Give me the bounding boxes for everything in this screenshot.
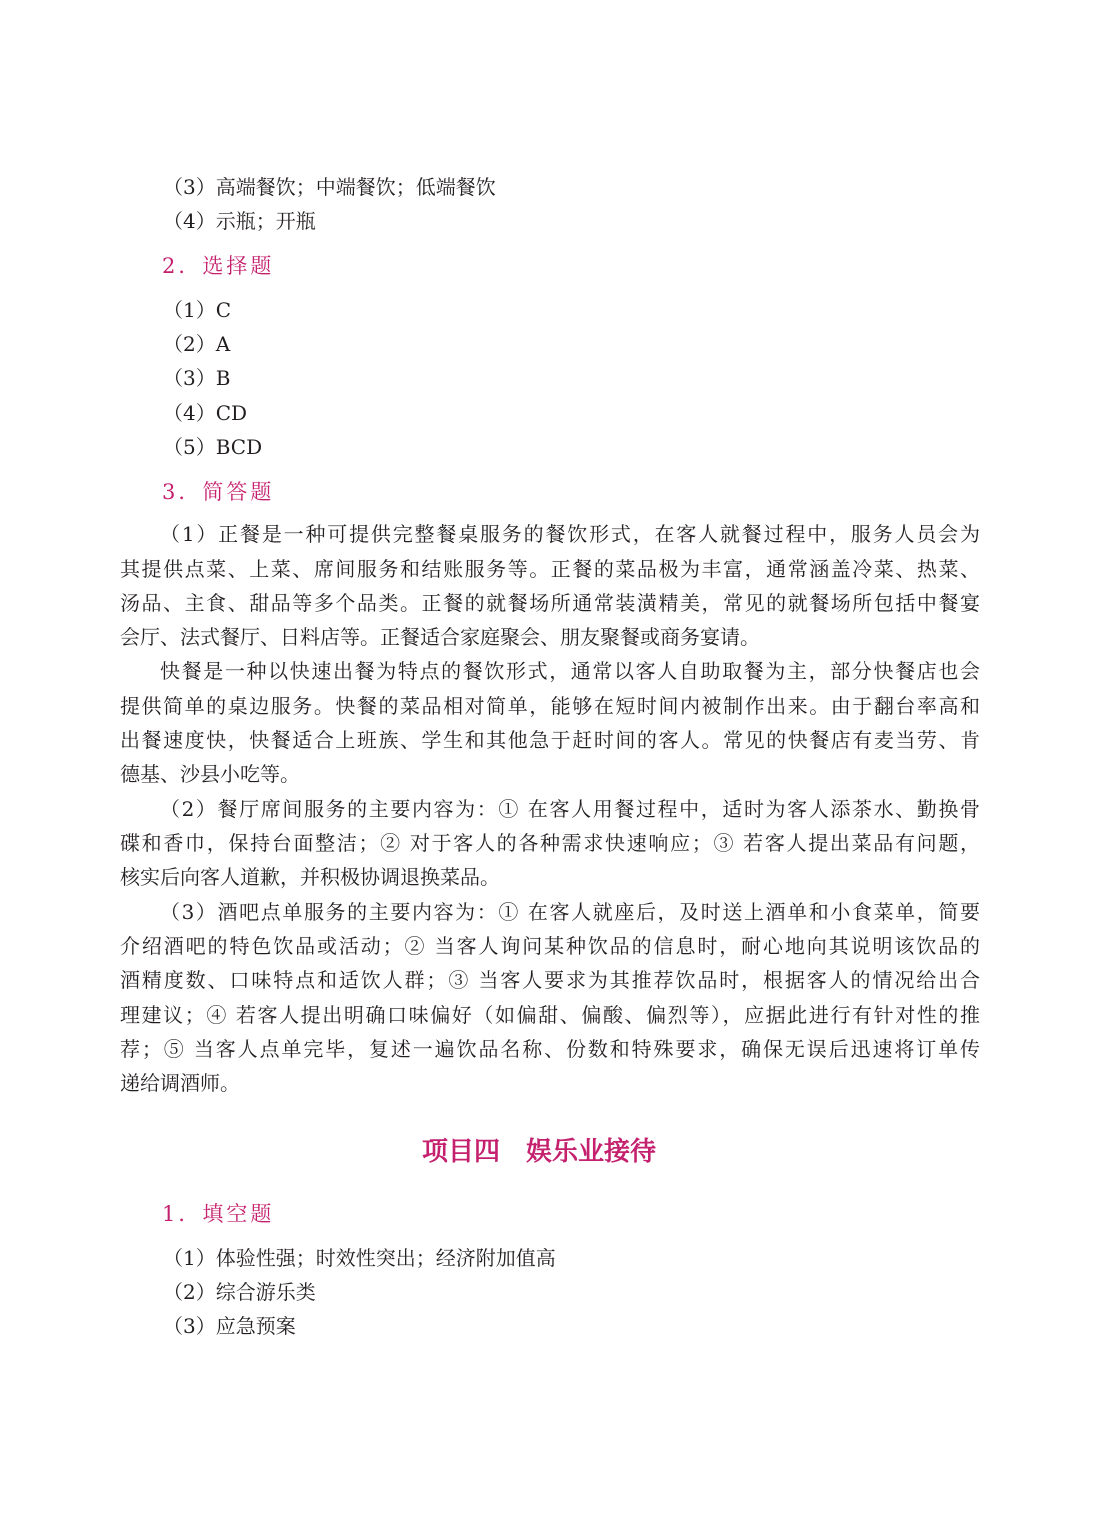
paragraph-line: 核实后向客人道歉，并积极协调退换菜品。 xyxy=(120,865,500,889)
answer-item: （2）A xyxy=(163,332,231,356)
answer-item: （3）应急预案 xyxy=(163,1314,296,1338)
answer-item: （4）CD xyxy=(163,401,248,425)
section-title-text: 娱乐业接待 xyxy=(526,1137,657,1167)
paragraph-line: 理建议；④ 若客人提出明确口味偏好（如偏甜、偏酸、偏烈等），应据此进行有针对性的推 xyxy=(120,1003,980,1027)
paragraph-line: （3）酒吧点单服务的主要内容为：① 在客人就座后，及时送上酒单和小食菜单，简要 xyxy=(160,900,980,924)
paragraph-line: 递给调酒师。 xyxy=(120,1071,240,1095)
paragraph-line: 碟和香巾，保持台面整洁；② 对于客人的各种需求快速响应；③ 若客人提出菜品有问题， xyxy=(120,831,980,855)
section-title xyxy=(0,1135,1078,1169)
paragraph-line: 提供简单的桌边服务。快餐的菜品相对简单，能够在短时间内被制作出来。由于翻台率高和 xyxy=(120,694,980,718)
paragraph-line: 会厅、法式餐厅、日料店等。正餐适合家庭聚会、朋友聚餐或商务宴请。 xyxy=(120,625,760,649)
answer-item: （1）C xyxy=(163,298,232,322)
paragraph-line: 其提供点菜、上菜、席间服务和结账服务等。正餐的菜品极为丰富，通常涵盖冷菜、热菜、 xyxy=(120,557,980,581)
paragraph-line: （2）餐厅席间服务的主要内容为：① 在客人用餐过程中，适时为客人添茶水、勤换骨 xyxy=(160,797,980,821)
paragraph-line: 汤品、主食、甜品等多个品类。正餐的就餐场所通常装潢精美，常见的就餐场所包括中餐宴 xyxy=(120,591,980,615)
answer-item: （4）示瓶；开瓶 xyxy=(163,209,316,233)
answer-item: （5）BCD xyxy=(163,435,263,459)
paragraph-line: 德基、沙县小吃等。 xyxy=(120,762,300,786)
section-project-number: 项目四 xyxy=(421,1137,500,1167)
answer-item: （3）B xyxy=(163,366,231,390)
short-answer-heading: 3．简答题 xyxy=(162,480,275,504)
answer-item: （3）高端餐饮；中端餐饮；低端餐饮 xyxy=(163,175,496,199)
paragraph-line: 快餐是一种以快速出餐为特点的餐饮形式，通常以客人自助取餐为主，部分快餐店也会 xyxy=(160,659,980,683)
paragraph-line: 酒精度数、口味特点和适饮人群；③ 当客人要求为其推荐饮品时，根据客人的情况给出合 xyxy=(120,968,980,992)
paragraph-line: 出餐速度快，快餐适合上班族、学生和其他急于赶时间的客人。常见的快餐店有麦当劳、肯 xyxy=(120,728,980,752)
fill-blank-heading: 1．填空题 xyxy=(162,1202,275,1226)
answer-item: （2）综合游乐类 xyxy=(163,1280,316,1304)
answer-item: （1）体验性强；时效性突出；经济附加值高 xyxy=(163,1246,556,1270)
paragraph-line: 荐；⑤ 当客人点单完毕，复述一遍饮品名称、份数和特殊要求，确保无误后迅速将订单传 xyxy=(120,1037,980,1061)
choice-question-heading: 2．选择题 xyxy=(162,254,275,278)
paragraph-line: （1）正餐是一种可提供完整餐桌服务的餐饮形式，在客人就餐过程中，服务人员会为 xyxy=(160,522,980,546)
paragraph-line: 介绍酒吧的特色饮品或活动；② 当客人询问某种饮品的信息时，耐心地向其说明该饮品的 xyxy=(120,934,980,958)
